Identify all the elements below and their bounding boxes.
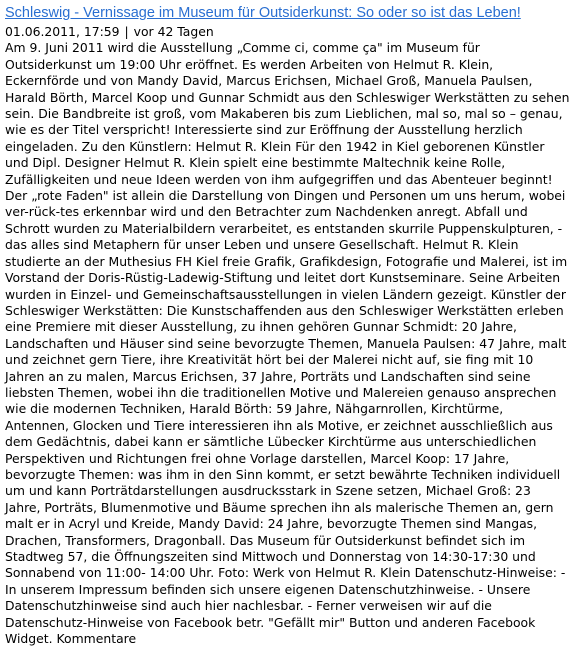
meta-separator: |: [124, 24, 129, 39]
article-age: vor 42 Tagen: [133, 24, 214, 39]
article-meta: [5, 24, 570, 40]
article-body: Am 9. Juni 2011 wird die Ausstellung „Comme ci, comme ça" im Museum für Outsiderkunst um 19:00 Uhr eröffnet. Es werden Arbeiten von Helmut R. Klein, Eckernförde und von Mandy David, Marcus Erichsen, Michael Groß, Manuela Paulsen, Harald Börth, Marcel Koop und Gunnar Schmidt aus den Schleswiger Werkstätten zu sehen sein. Die Bandbreite ist groß, vom Makaberen bis zum Lieblichen, mal so, mal so – genau, wie es der Titel verspricht! Interessierte sind zur Eröffnung der Ausstellung herzlich eingeladen. Zu den Künstlern: Helmut R. Klein Für den 1942 in Kiel geborenen Künstler und Dipl. Designer Helmut R. Klein spielt eine bestimmte Maltechnik keine Rolle, Zufälligkeiten und neue Ideen werden von ihm aufgegriffen und das Abenteuer beginnt! Der „rote Faden" ist allein die Darstellung von Dingen und Personen um uns herum, wobei ver-rück-tes erkennbar wird und den Betrachter zum Nachdenken anregt. Abfall und Schrott wurden zu Materialbildern verarbeitet, es entstanden skurrile Puppenskulpturen, - das alles sind Metaphern für unser Leben und unsere Gesellschaft. Helmut R. Klein studierte an der Muthesius FH Kiel freie Grafik, Grafikdesign, Fotografie und Malerei, ist im Vorstand der Doris-Rüstig-Ladewig-Stiftung und leitet dort Kunstseminare. Seine Arbeiten wurden in Einzel- und Gemeinschaftsausstellungen in vielen Ländern gezeigt. Künstler der Schleswiger Werkstätten: Die Kunstschaffenden aus den Schleswiger Werkstätten erleben eine Premiere mit dieser Ausstellung, zu ihnen gehören Gunnar Schmidt: 20 Jahre, Landschaften und Häuser sind seine bevorzugte Themen, Manuela Paulsen: 47 Jahre, malt und zeichnet gern Tiere, ihre Kreativität hört bei der Malerei nicht auf, sie fing mit 10 Jahren an zu malen, Marcus Erichsen, 37 Jahre, Porträts und Landschaften sind seine liebsten Themen, wobei ihn die traditionellen Motive und Malereien genauso ansprechen wie die modernen Techniken, Harald Börth: 59 Jahre, Nähgarnrollen, Kirchtürme, Antennen, Glocken und Tiere interessieren ihn als Motive, er zeichnet ausschließlich aus dem Gedächtnis, dabei kann er sämtliche Lübecker Kirchtürme aus unterschiedlichen Perspektiven und Richtungen frei ohne Vorlage darstellen, Marcel Koop: 17 Jahre, bevorzugte Themen: was ihm in den Sinn kommt, er setzt bewährte Techniken individuell um und kann Porträtdarstellungen ausdrucksstark in Szene setzen, Michael Groß: 23 Jahre, Porträts, Blumenmotive und Bäume sprechen ihn als malerische Themen an, gern malt er in Acryl und Kreide, Mandy David: 24 Jahre, bevorzugte Themen sind Mangas, Drachen, Transformers, Dragonball. Das Museum für Outsiderkunst befindet sich im Stadtweg 57, die Öffnungszeiten sind Mittwoch und Donnerstag von 14:30-17:30 und Sonnabend von 11:00- 14:00 Uhr. Foto: Werk von Helmut R. Klein Datenschutz-Hinweise: - In unserem Impressum befinden sich unsere eigenen Datenschutzhinweise. - Unsere Datenschutzhinweise sind auch hier nachlesbar. - Ferner verweisen wir auf die Datenschutz-Hinweise von Facebook betr. "Gefällt mir" Button und anderen Facebook Widget. Kommentare: [5, 40, 570, 647]
article-date: 01.06.2011, 17:59: [5, 24, 120, 39]
article-title-link[interactable]: Schleswig - Vernissage im Museum für Outsiderkunst: So oder so ist das Leben!: [5, 5, 521, 21]
